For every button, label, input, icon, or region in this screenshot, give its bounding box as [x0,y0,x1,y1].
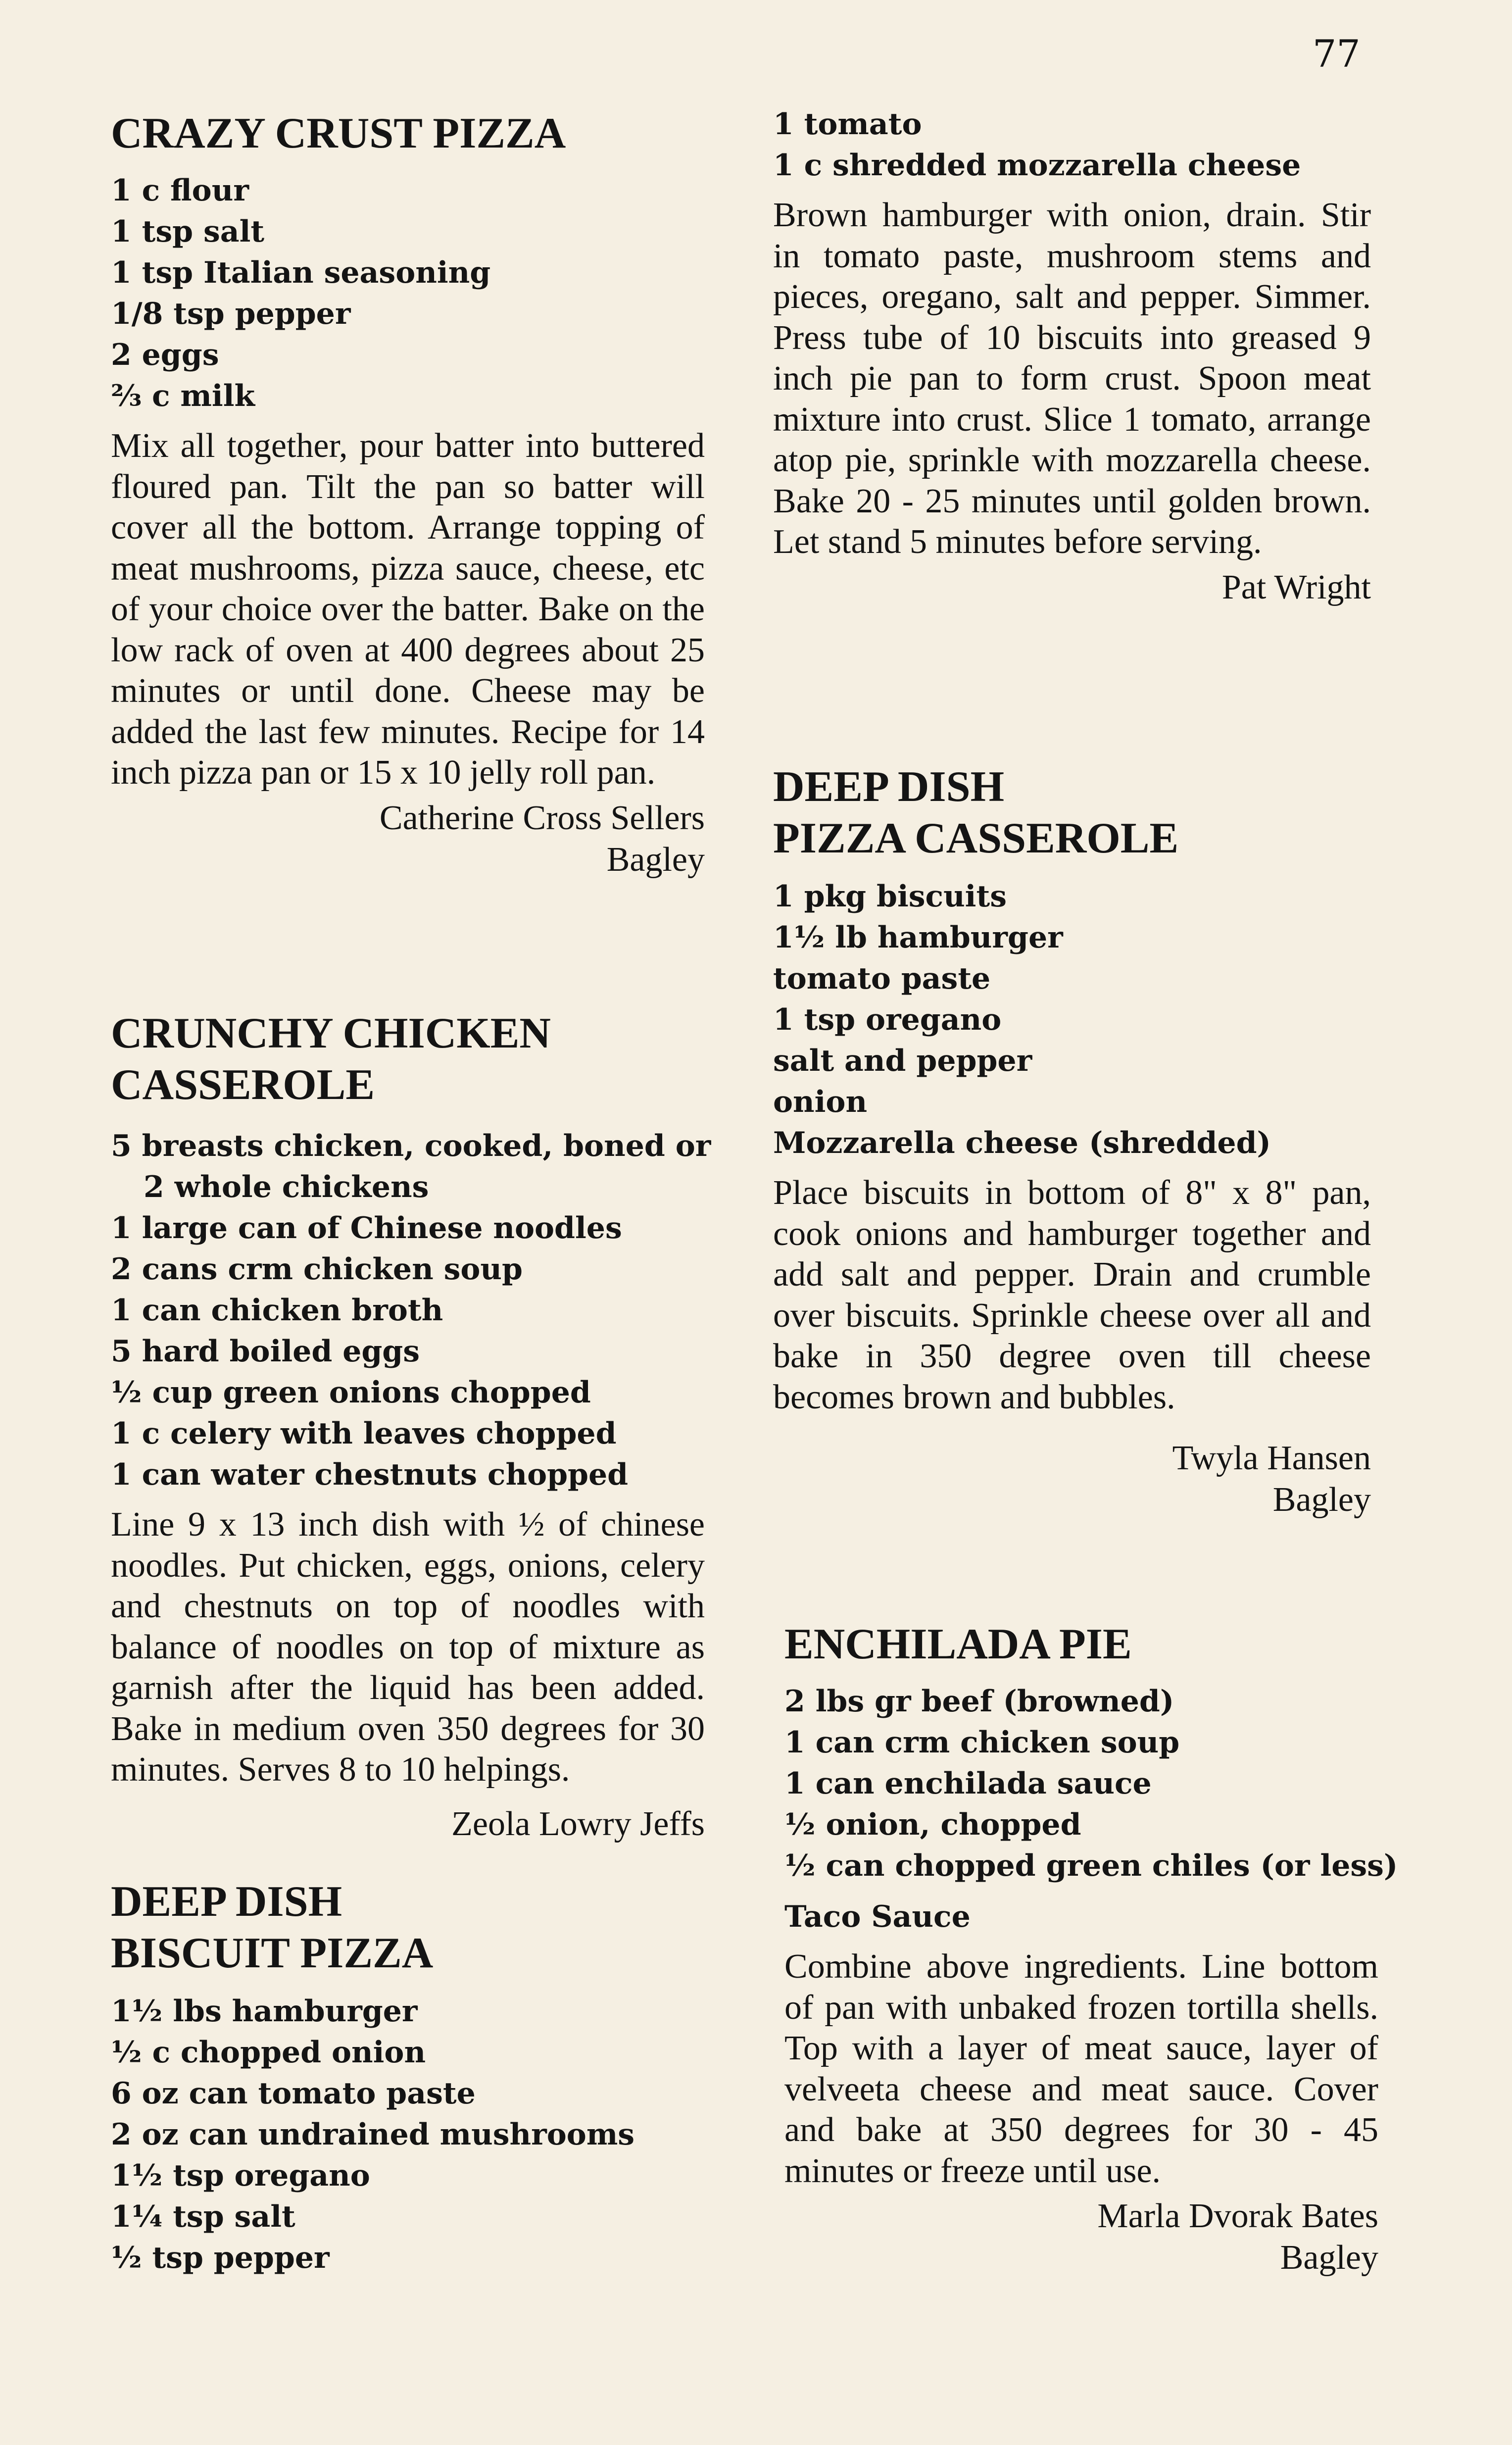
ingredient: Mozzarella cheese (shredded) [773,1126,1271,1160]
ingredient: 1/8 tsp pepper [111,297,351,331]
ingredient: 1 pkg biscuits [773,879,1007,914]
ingredient: ½ cup green onions chopped [111,1375,591,1410]
recipe-town: Bagley [1280,2239,1378,2277]
ingredient: 1 can chicken broth [111,1293,443,1328]
recipe-instructions: Mix all together, pour batter into buttered floured pan. Tilt the pan so batter will cover all the bottom. Arrange topping of meat mushrooms, pizza sauce, cheese, etc of your choice over the batter. Bake on the low rack of oven at 400 degrees about 25 minutes or until done. Cheese may be added the last few minutes. Recipe for 14 inch pizza pan or 15 x 10 jelly roll pan. [111,427,705,792]
recipe-instructions: Place biscuits in bottom of 8" x 8" pan, cook onions and hamburger together and add salt and pepper. Drain and crumble over biscuits. Sprinkle cheese over all and bake in 350 degree oven till cheese becomes brown and bubbles. [773,1174,1371,1416]
recipe-enchilada-pie [784,1619,1398,2279]
ingredient: 1¼ tsp salt [111,2199,295,2234]
right-column-top [773,104,1371,608]
ingredient: 6 oz can tomato paste [111,2076,476,2111]
recipe-title: CRAZY CRUST PIZZA [111,109,566,157]
ingredient: 1½ lb hamburger [773,920,1063,955]
recipe-instructions: Combine above ingredients. Line bottom of pan with unbaked frozen tortilla shells. Top with a layer of meat sauce, layer of velveeta cheese and meat sauce. Cover and bake at 350 degrees for 30 - 45 minutes or freeze until use. [784,1947,1378,2190]
recipe-instructions: Line 9 x 13 inch dish with ½ of chinese noodles. Put chicken, eggs, onions, celery and chestnuts on top of noodles with balance of noodles on top of mixture as garnish after the liquid has been added. Bake in medium oven 350 degrees for 30 minutes. Serves 8 to 10 helpings. [111,1505,705,1789]
ingredient: ½ c chopped onion [111,2035,426,2070]
ingredient: 5 hard boiled eggs [111,1334,420,1369]
ingredient: 1 c shredded mozzarella cheese [773,148,1301,183]
ingredient: tomato paste [773,961,991,996]
recipe-deep-dish-pizza-casserole [773,761,1371,1521]
ingredient: ½ onion, chopped [784,1807,1081,1842]
recipe-title-line: DEEP DISH [111,1878,342,1926]
recipe-crunchy-chicken-casserole [111,1008,711,1846]
ingredient [111,1126,711,1208]
recipe-title-line: CASSEROLE [111,1061,375,1109]
ingredient: 1 tsp salt [111,214,265,249]
ingredient-continuation: 2 whole chickens [144,1170,429,1204]
ingredient: 2 cans crm chicken soup [111,1252,523,1287]
recipe-instructions: Brown hamburger with onion, drain. Stir in tomato paste, mushroom stems and pieces, oregano, salt and pepper. Simmer. Press tube of 10 biscuits into greased 9 inch pie pan to form crust. Spoon meat mixture into crust. Slice 1 tomato, arrange atop pie, sprinkle with mozzarella cheese. Bake 20 - 25 minutes until golden brown. Let stand 5 minutes before serving. [773,196,1371,561]
page-number: 77 [1313,32,1361,76]
ingredient: 1 large can of Chinese noodles [111,1211,622,1246]
left-column [111,108,711,2279]
ingredient: Taco Sauce [784,1899,971,1934]
ingredient: ½ can chopped green chiles (or less) [784,1848,1398,1883]
ingredient: 1 can enchilada sauce [784,1766,1152,1801]
ingredient: 1 can water chestnuts chopped [111,1457,629,1492]
recipe-author: Catherine Cross Sellers [379,798,705,837]
recipe-title [111,1008,705,1111]
ingredient: 2 eggs [111,338,219,372]
recipe-deep-dish-biscuit-pizza [111,1876,705,2279]
ingredient: 1½ lbs hamburger [111,1994,418,2029]
ingredient: 2 lbs gr beef (browned) [784,1684,1174,1719]
recipe-crazy-crust-pizza [111,108,705,949]
ingredient: 1 tsp oregano [773,1002,1002,1037]
recipe-title-line: PIZZA CASSEROLE [773,814,1179,862]
recipe-title: ENCHILADA PIE [784,1620,1132,1668]
ingredient: 1 c flour [111,173,249,208]
ingredient: 1½ tsp oregano [111,2158,370,2193]
recipe-author: Zeola Lowry Jeffs [451,1804,705,1843]
recipe-author: Twyla Hansen [1172,1439,1371,1477]
ingredient: ⅔ c milk [111,379,255,413]
recipe-author: Marla Dvorak Bates [1097,2197,1378,2235]
recipe-town: Bagley [1272,1481,1371,1519]
ingredient: onion [773,1085,868,1119]
ingredient: 1 tsp Italian seasoning [111,255,491,290]
ingredient: 2 oz can undrained mushrooms [111,2117,635,2152]
ingredient: 1 can crm chicken soup [784,1725,1180,1760]
recipe-title-line: DEEP DISH [773,763,1005,811]
ingredient: 1 c celery with leaves chopped [111,1416,617,1451]
recipe-town: Bagley [606,840,705,879]
recipe-title [111,1876,705,1979]
recipe-title [773,761,1371,864]
ingredient: 1 tomato [773,107,922,142]
ingredient: salt and pepper [773,1044,1032,1078]
recipe-title-line: BISCUIT PIZZA [111,1929,434,1977]
recipe-title-line: CRUNCHY CHICKEN [111,1009,551,1057]
recipe-author: Pat Wright [1221,568,1371,606]
ingredient-text: 5 breasts chicken, cooked, boned or [111,1129,711,1163]
ingredient: ½ tsp pepper [111,2241,330,2275]
